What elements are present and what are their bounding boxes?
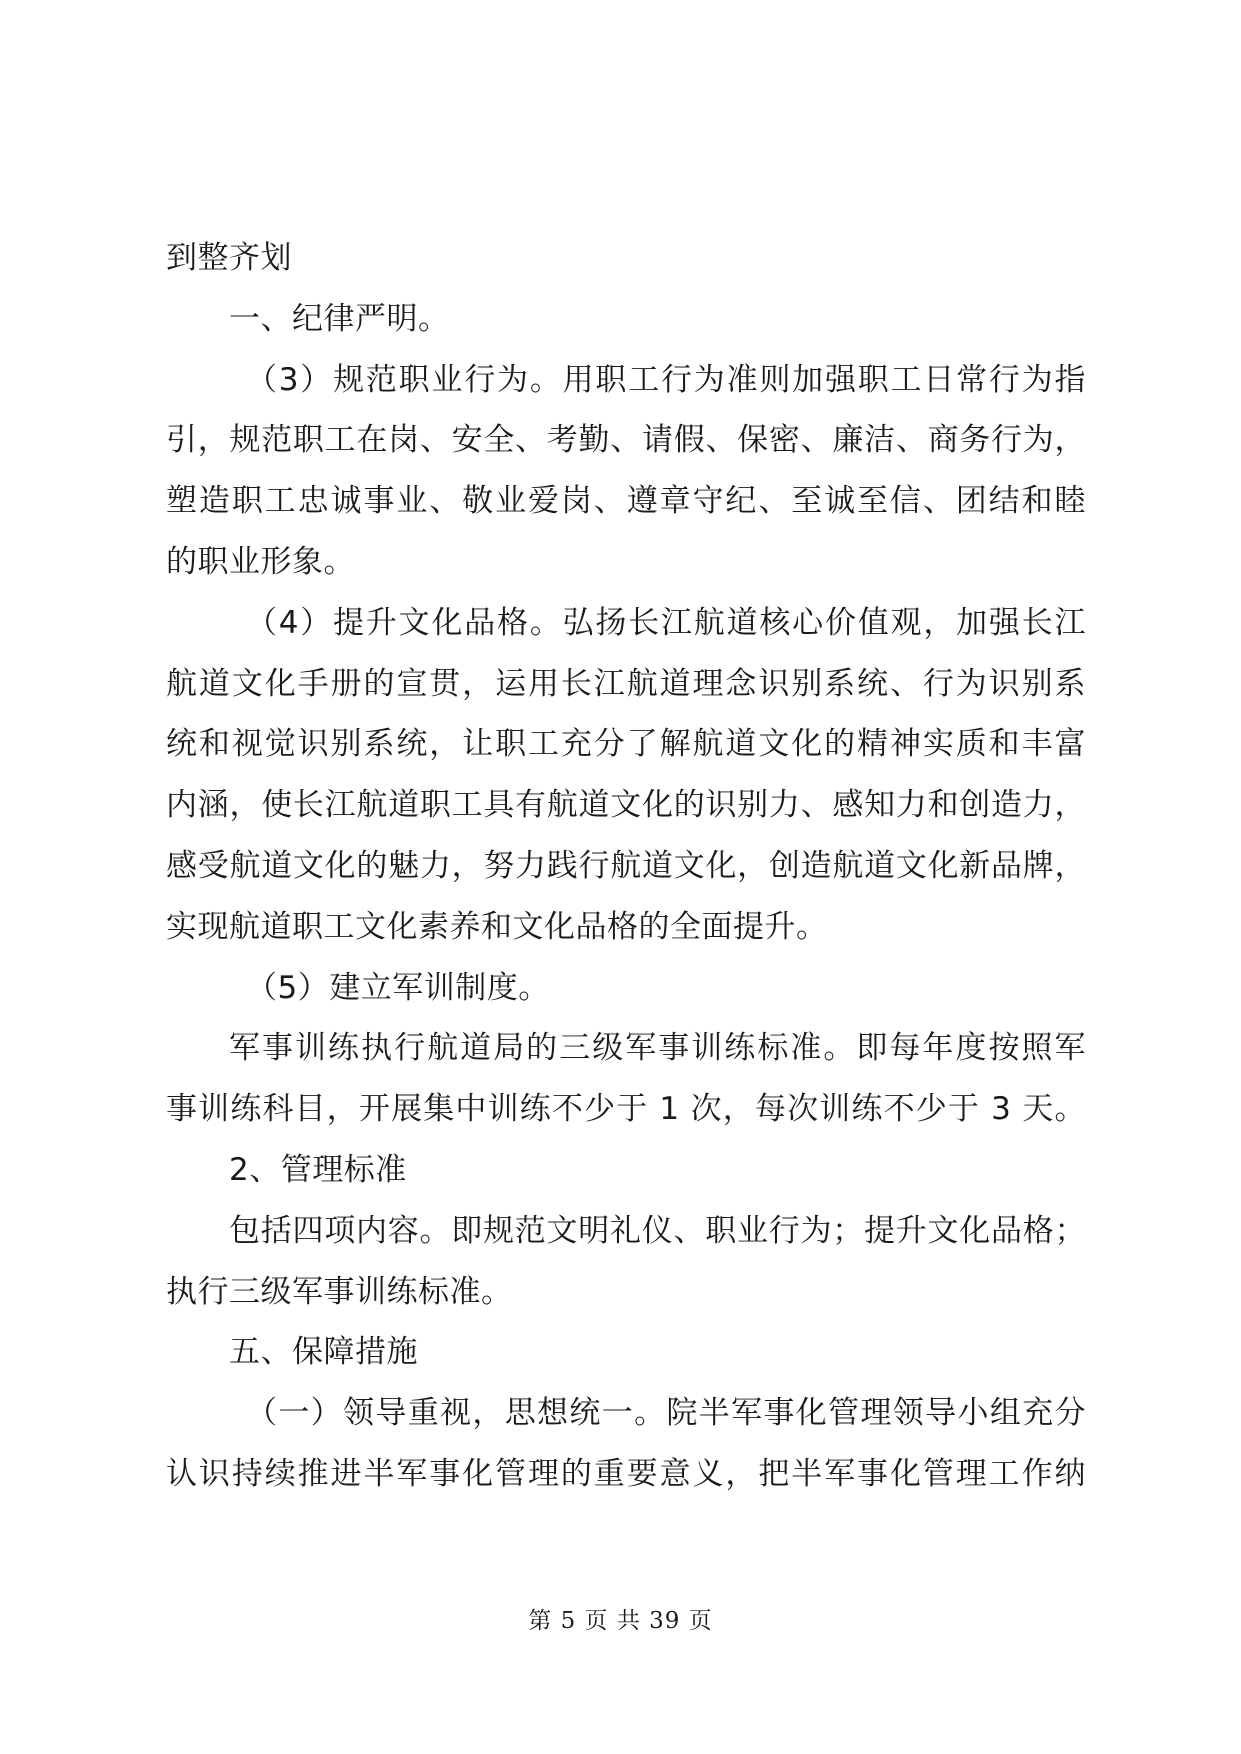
paragraph-line: 执行三级军事训练标准。: [166, 1273, 513, 1310]
paragraph-line: 实现航道职工文化素养和文化品格的全面提升。: [166, 908, 828, 945]
paragraph-line: 航道文化手册的宣贯，运用长江航道理念识别系统、行为识别系: [166, 665, 1086, 702]
paragraph-line: 包括四项内容。即规范文明礼仪、职业行为；提升文化品格；: [229, 1212, 1086, 1249]
section-heading: 一、纪律严明。: [229, 300, 450, 337]
paragraph-line: 的职业形象。: [166, 543, 355, 580]
paragraph-line: 军事训练执行航道局的三级军事训练标准。即每年度按照军: [229, 1030, 1086, 1067]
paragraph-line: 引，规范职工在岗、安全、考勤、请假、保密、廉洁、商务行为，: [166, 422, 1086, 459]
paragraph-line: （3）规范职业行为。用职工行为准则加强职工日常行为指: [246, 361, 1086, 398]
paragraph-line: 事训练科目，开展集中训练不少于 1 次，每次训练不少于 3 天。: [166, 1091, 1086, 1128]
section-heading: 2、管理标准: [229, 1151, 407, 1188]
paragraph-line: 塑造职工忠诚事业、敬业爱岗、遵章守纪、至诚至信、团结和睦: [166, 483, 1086, 520]
page-number-label: 第 5 页 共 39 页: [528, 1608, 713, 1634]
section-heading: 五、保障措施: [229, 1334, 418, 1371]
document-body: [166, 228, 1086, 1505]
paragraph-line: 统和视觉识别系统，让职工充分了解航道文化的精神实质和丰富: [166, 726, 1086, 763]
paragraph-line: （一）领导重视，思想统一。院半军事化管理领导小组充分: [246, 1395, 1086, 1432]
paragraph-line: 认识持续推进半军事化管理的重要意义，把半军事化管理工作纳: [166, 1455, 1086, 1492]
text-line: 到整齐划: [166, 240, 292, 276]
paragraph-line: 内涵，使长江航道职工具有航道文化的识别力、感知力和创造力，: [166, 787, 1086, 824]
paragraph-line: 感受航道文化的魅力，努力践行航道文化，创造航道文化新品牌，: [166, 847, 1086, 884]
paragraph-line: （4）提升文化品格。弘扬长江航道核心价值观，加强长江: [246, 604, 1086, 641]
section-heading: （5）建立军训制度。: [246, 969, 550, 1006]
page-footer: [0, 1602, 1241, 1635]
